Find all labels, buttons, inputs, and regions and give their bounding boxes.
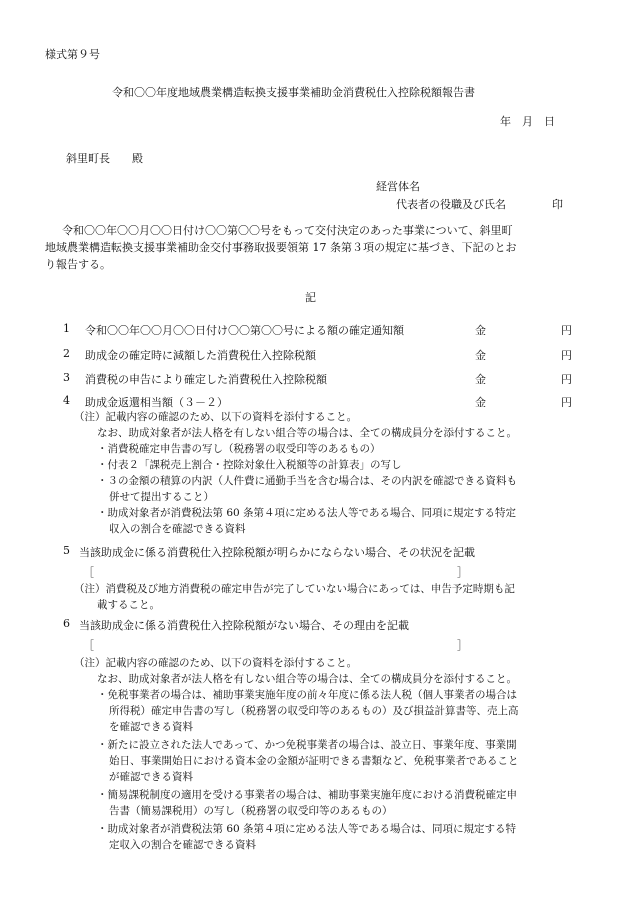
bracket-open: ［ [83, 566, 94, 579]
addressee: 斜里町長 殿 [66, 152, 143, 165]
item-text: 助成金の確定時に減額した消費税仕入控除税額 [85, 349, 316, 362]
note-line: 載すること。 [97, 599, 160, 611]
body-line: 令和〇〇年〇〇月〇〇日付け〇〇第〇〇号をもって交付決定のあった事業について、斜里町 [62, 224, 513, 237]
seal-mark: 印 [552, 198, 563, 211]
item-yen: 円 [561, 324, 572, 337]
note-line: ・簡易課税制度の適用を受ける事業者の場合は、補助事業実施年度における消費税確定申 [97, 789, 517, 801]
note-line: 定収入の割合を確認できる資料 [109, 839, 256, 851]
note-line: 併せて提出すること） [109, 491, 214, 503]
note-line: 収入の割合を確認できる資料 [109, 523, 246, 535]
item-text: 当該助成金に係る消費税仕入控除税額が明らかにならない場合、その状況を記載 [79, 546, 475, 559]
note-line: ・消費税確定申告書の写し（税務署の収受印等のあるもの） [97, 443, 381, 455]
note-line: ・助成対象者が消費税法第 60 条第４項に定める法人等である場合、同項に規定する特定 [97, 507, 517, 519]
item-kin: 金 [475, 396, 486, 409]
body-line: り報告する。 [45, 258, 111, 271]
bracket-open: ［ [83, 639, 94, 652]
note-line: 告書（簡易課税用）の写し（税務署の収受印等のあるもの） [109, 805, 393, 817]
item-yen: 円 [561, 349, 572, 362]
item-kin: 金 [475, 349, 486, 362]
item-text: 助成金返還相当額（３－２） [85, 396, 228, 409]
ki-heading: 記 [305, 291, 316, 304]
note-line: ・免税事業者の場合は、補助事業実施年度の前々年度に係る法人税（個人事業者の場合は [97, 689, 517, 701]
item-number: 4 [63, 394, 70, 407]
note-line: 始日、事業開始日における資本金の金額が証明できる書類など、免税事業者であること [109, 755, 519, 767]
item-number: 5 [63, 544, 70, 557]
bracket-close: ］ [457, 639, 468, 652]
note-line: （注）消費税及び地方消費税の確定申告が完了していない場合にあっては、申告予定時期も記 [74, 583, 515, 595]
note-line: ・３の金額の積算の内訳（人件費に通勤手当を含む場合は、その内訳を確認できる資料も [97, 475, 517, 487]
item-kin: 金 [475, 373, 486, 386]
note-line: ・新たに設立された法人であって、かつ免税事業者の場合は、設立日、事業年度、事業開 [97, 739, 517, 751]
note-line: ・助成対象者が消費税法第 60 条第４項に定める法人等である場合は、同項に規定する特 [97, 823, 517, 835]
note-line: 所得税）確定申告書の写し（税務署の収受印等のあるもの）及び損益計算書等、売上高 [109, 705, 519, 717]
item-number: 3 [63, 371, 70, 384]
note-line: （注）記載内容の確認のため、以下の資料を添付すること。 [74, 411, 358, 423]
applicant-representative-label: 代表者の役職及び氏名 [396, 198, 506, 211]
note-line: が確認できる資料 [109, 771, 193, 783]
item-number: 6 [63, 617, 70, 630]
item-text: 消費税の申告により確定した消費税仕入控除税額 [85, 373, 327, 386]
bracket-close: ］ [457, 566, 468, 579]
note-line: を確認できる資料 [109, 721, 193, 733]
applicant-entity-label: 経営体名 [376, 180, 420, 193]
note-line: ・付表２「課税売上割合・控除対象仕入税額等の計算表」の写し [97, 459, 402, 471]
body-line: 地域農業構造転換支援事業補助金交付事務取扱要領第 17 条第３項の規定に基づき、下記のとお [45, 241, 517, 254]
item-kin: 金 [475, 324, 486, 337]
report-date: 年 月 日 [500, 115, 555, 128]
item-yen: 円 [561, 396, 572, 409]
item-number: 1 [63, 322, 70, 335]
note-line: なお、助成対象者が法人格を有しない組合等の場合は、全ての構成員分を添付すること。 [97, 673, 517, 685]
note-line: なお、助成対象者が法人格を有しない組合等の場合は、全ての構成員分を添付すること。 [97, 427, 517, 439]
item-number: 2 [63, 347, 70, 360]
item-text: 当該助成金に係る消費税仕入控除税額がない場合、その理由を記載 [79, 619, 409, 632]
form-number: 様式第９号 [45, 48, 100, 61]
document-title: 令和〇〇年度地域農業構造転換支援事業補助金消費税仕入控除税額報告書 [112, 86, 475, 99]
item-text: 令和〇〇年〇〇月〇〇日付け〇〇第〇〇号による額の確定通知額 [85, 324, 404, 337]
item-yen: 円 [561, 373, 572, 386]
note-line: （注）記載内容の確認のため、以下の資料を添付すること。 [74, 657, 358, 669]
